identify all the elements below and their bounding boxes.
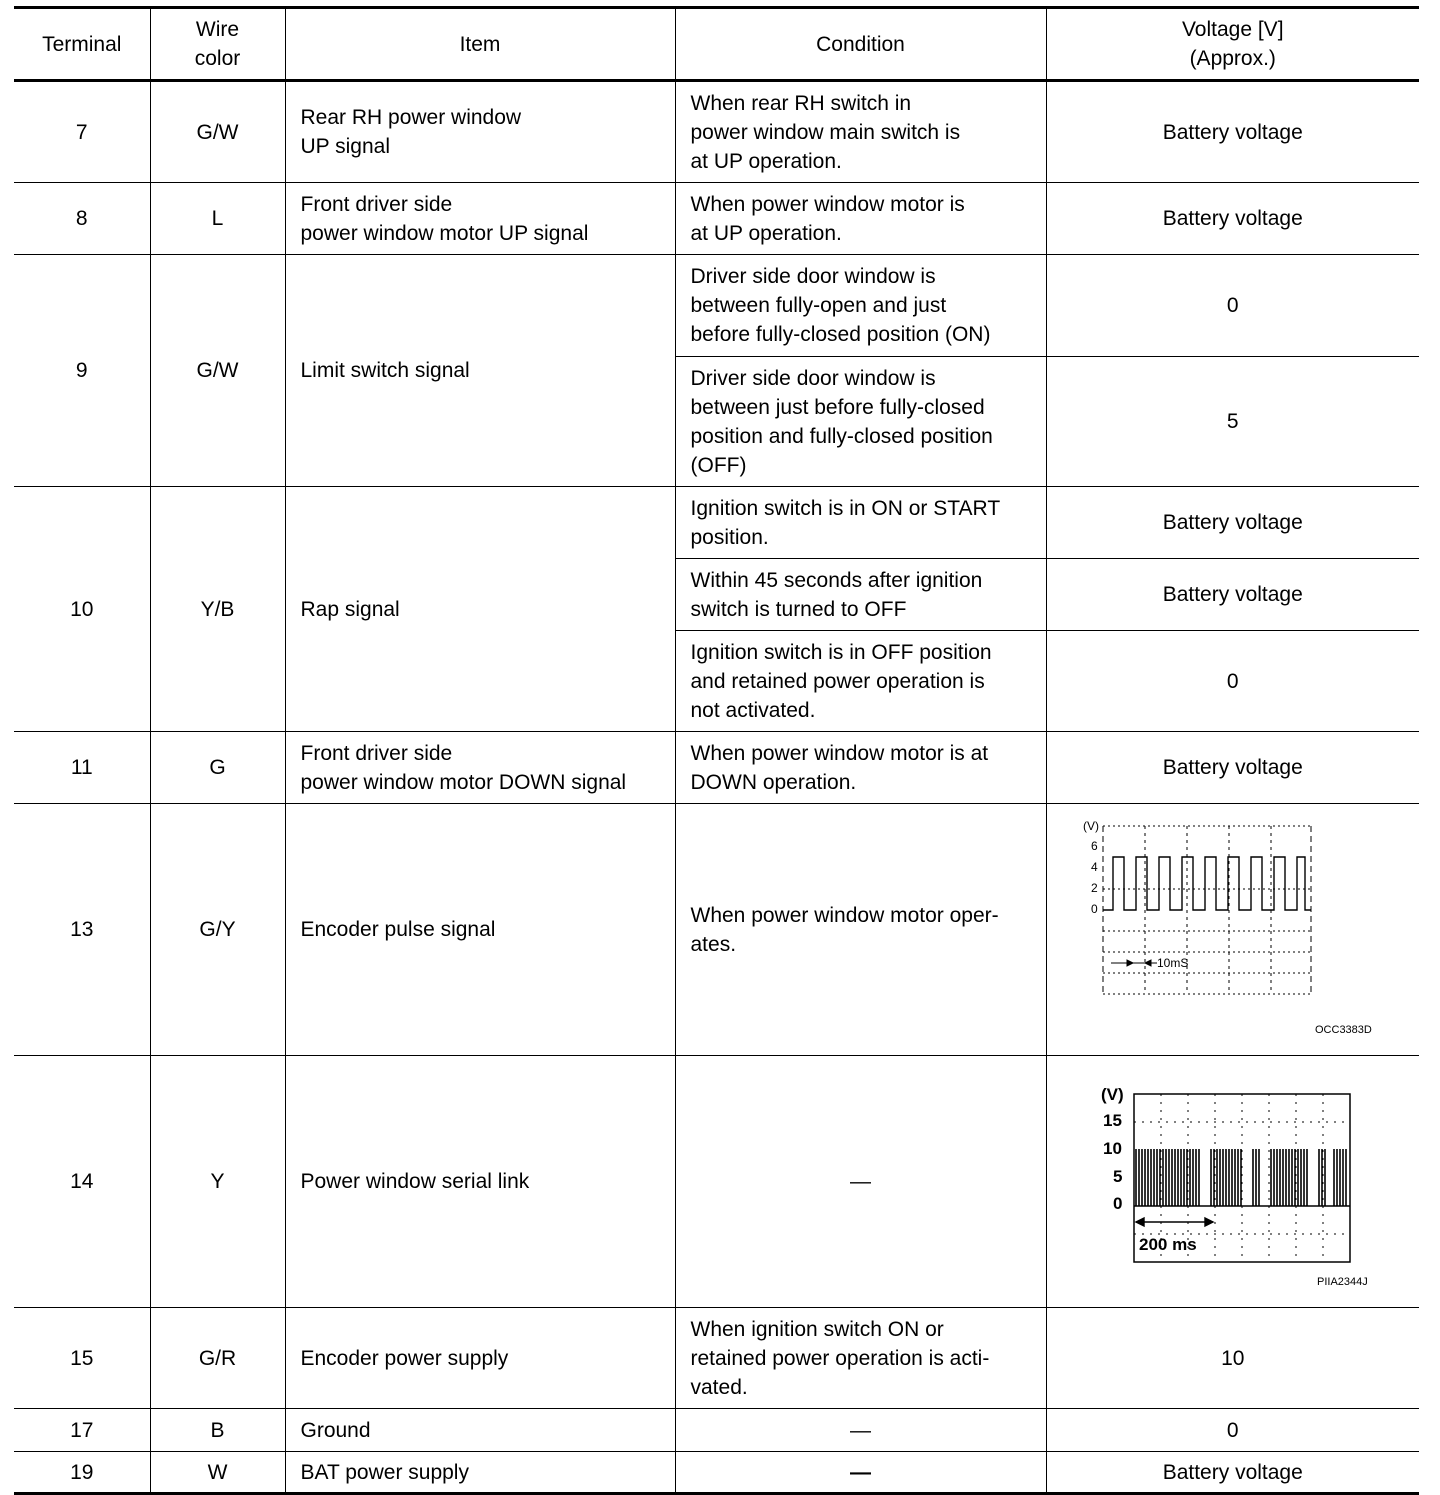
- y-tick-label: 4: [1090, 860, 1098, 874]
- condition-cell: When power window motor is at DOWN operation.: [675, 732, 1046, 804]
- wire-color-cell: Y/B: [150, 487, 285, 732]
- wire-color-cell: G: [150, 732, 285, 804]
- voltage-cell: Battery voltage: [1046, 183, 1419, 255]
- terminal-cell: 11: [14, 732, 150, 804]
- voltage-cell: Battery voltage: [1046, 487, 1419, 559]
- voltage-cell: 10: [1046, 1308, 1419, 1409]
- terminal-cell: 17: [14, 1409, 150, 1452]
- voltage-cell: Battery voltage: [1046, 81, 1419, 183]
- condition-cell: When power window motor is at UP operation.: [675, 183, 1046, 255]
- y-tick-label: 0: [1090, 902, 1098, 916]
- voltage-waveform-cell: [1046, 1056, 1419, 1308]
- terminal-cell: 14: [14, 1056, 150, 1308]
- wire-color-cell: G/Y: [150, 804, 285, 1056]
- condition-cell: Ignition switch is in ON or START position.: [675, 487, 1046, 559]
- period-marker: [1111, 960, 1157, 966]
- item-cell: BAT power supply: [285, 1452, 675, 1494]
- voltage-waveform-cell: [1046, 804, 1419, 1056]
- wire-color-cell: G/W: [150, 81, 285, 183]
- header-condition: Condition: [675, 8, 1046, 81]
- table-row: [14, 1409, 1419, 1452]
- terminal-cell: 13: [14, 804, 150, 1056]
- wire-color-cell: G/W: [150, 255, 285, 487]
- voltage-cell: 0: [1046, 1409, 1419, 1452]
- voltage-cell: Battery voltage: [1046, 1452, 1419, 1494]
- y-tick-label: 0: [1112, 1194, 1122, 1213]
- table-row: [14, 1452, 1419, 1494]
- period-marker: [1136, 1218, 1213, 1226]
- terminal-cell: 8: [14, 183, 150, 255]
- y-tick-label: 15: [1102, 1111, 1122, 1130]
- figure-code: PIIA2344J: [1316, 1276, 1368, 1288]
- table-row: [14, 1308, 1419, 1409]
- item-cell: Ground: [285, 1409, 675, 1452]
- wire-color-cell: B: [150, 1409, 285, 1452]
- terminal-cell: 19: [14, 1452, 150, 1494]
- item-cell: Limit switch signal: [285, 255, 675, 487]
- terminal-table: [14, 6, 1419, 1495]
- figure-code: OCC3383D: [1314, 1024, 1372, 1036]
- condition-cell: When ignition switch ON or retained power operation is acti- vated.: [675, 1308, 1046, 1409]
- condition-cell: —: [675, 1452, 1046, 1494]
- item-cell: Encoder pulse signal: [285, 804, 675, 1056]
- terminal-cell: 9: [14, 255, 150, 487]
- item-cell: Power window serial link: [285, 1056, 675, 1308]
- serial-link-waveform: [1047, 1056, 1419, 1299]
- condition-cell: Ignition switch is in OFF position and retained power operation is not activated.: [675, 631, 1046, 732]
- item-cell: Rear RH power window UP signal: [285, 81, 675, 183]
- terminal-cell: 10: [14, 487, 150, 732]
- terminal-cell: 7: [14, 81, 150, 183]
- time-scale-label: 10mS: [1156, 956, 1188, 970]
- voltage-cell: 0: [1046, 631, 1419, 732]
- wire-color-cell: Y: [150, 1056, 285, 1308]
- item-cell: Front driver side power window motor DOWN signal: [285, 732, 675, 804]
- condition-cell: Driver side door window is between fully-open and just before fully-closed position (ON): [675, 255, 1046, 357]
- table-row: [14, 81, 1419, 183]
- table-row: [14, 183, 1419, 255]
- table-row: [14, 732, 1419, 804]
- y-tick-label: 2: [1090, 881, 1098, 895]
- table-row: [14, 487, 1419, 559]
- waveform-unit-label: (V): [1082, 819, 1099, 833]
- header-item: Item: [285, 8, 675, 81]
- condition-cell: Within 45 seconds after ignition switch is turned to OFF: [675, 559, 1046, 631]
- wire-color-cell: L: [150, 183, 285, 255]
- y-tick-label: 10: [1102, 1139, 1122, 1158]
- voltage-cell: Battery voltage: [1046, 732, 1419, 804]
- item-cell: Front driver side power window motor UP signal: [285, 183, 675, 255]
- condition-cell: —: [675, 1409, 1046, 1452]
- serial-pulse-trace: [1134, 1149, 1350, 1206]
- item-cell: Encoder power supply: [285, 1308, 675, 1409]
- pulse-trace: [1103, 857, 1311, 910]
- header-wire-color: Wire color: [150, 8, 285, 81]
- encoder-pulse-waveform: [1047, 804, 1419, 1047]
- time-scale-label: 200 ms: [1138, 1235, 1197, 1254]
- header-terminal: Terminal: [14, 8, 150, 81]
- voltage-cell: 0: [1046, 255, 1419, 357]
- condition-cell: Driver side door window is between just before fully-closed position and fully-closed position (OFF): [675, 357, 1046, 487]
- header-voltage: Voltage [V] (Approx.): [1046, 8, 1419, 81]
- terminal-cell: 15: [14, 1308, 150, 1409]
- voltage-cell: 5: [1046, 357, 1419, 487]
- table-row: [14, 1056, 1419, 1308]
- header-row: [14, 8, 1419, 81]
- waveform-unit-label: (V): [1100, 1085, 1124, 1104]
- item-cell: Rap signal: [285, 487, 675, 732]
- table-row: [14, 255, 1419, 357]
- voltage-cell: Battery voltage: [1046, 559, 1419, 631]
- condition-cell: When rear RH switch in power window main switch is at UP operation.: [675, 81, 1046, 183]
- y-tick-label: 6: [1090, 839, 1098, 853]
- condition-cell: —: [675, 1056, 1046, 1308]
- condition-cell: When power window motor oper- ates.: [675, 804, 1046, 1056]
- y-tick-label: 5: [1112, 1167, 1122, 1186]
- wire-color-cell: W: [150, 1452, 285, 1494]
- table-row: [14, 804, 1419, 1056]
- wire-color-cell: G/R: [150, 1308, 285, 1409]
